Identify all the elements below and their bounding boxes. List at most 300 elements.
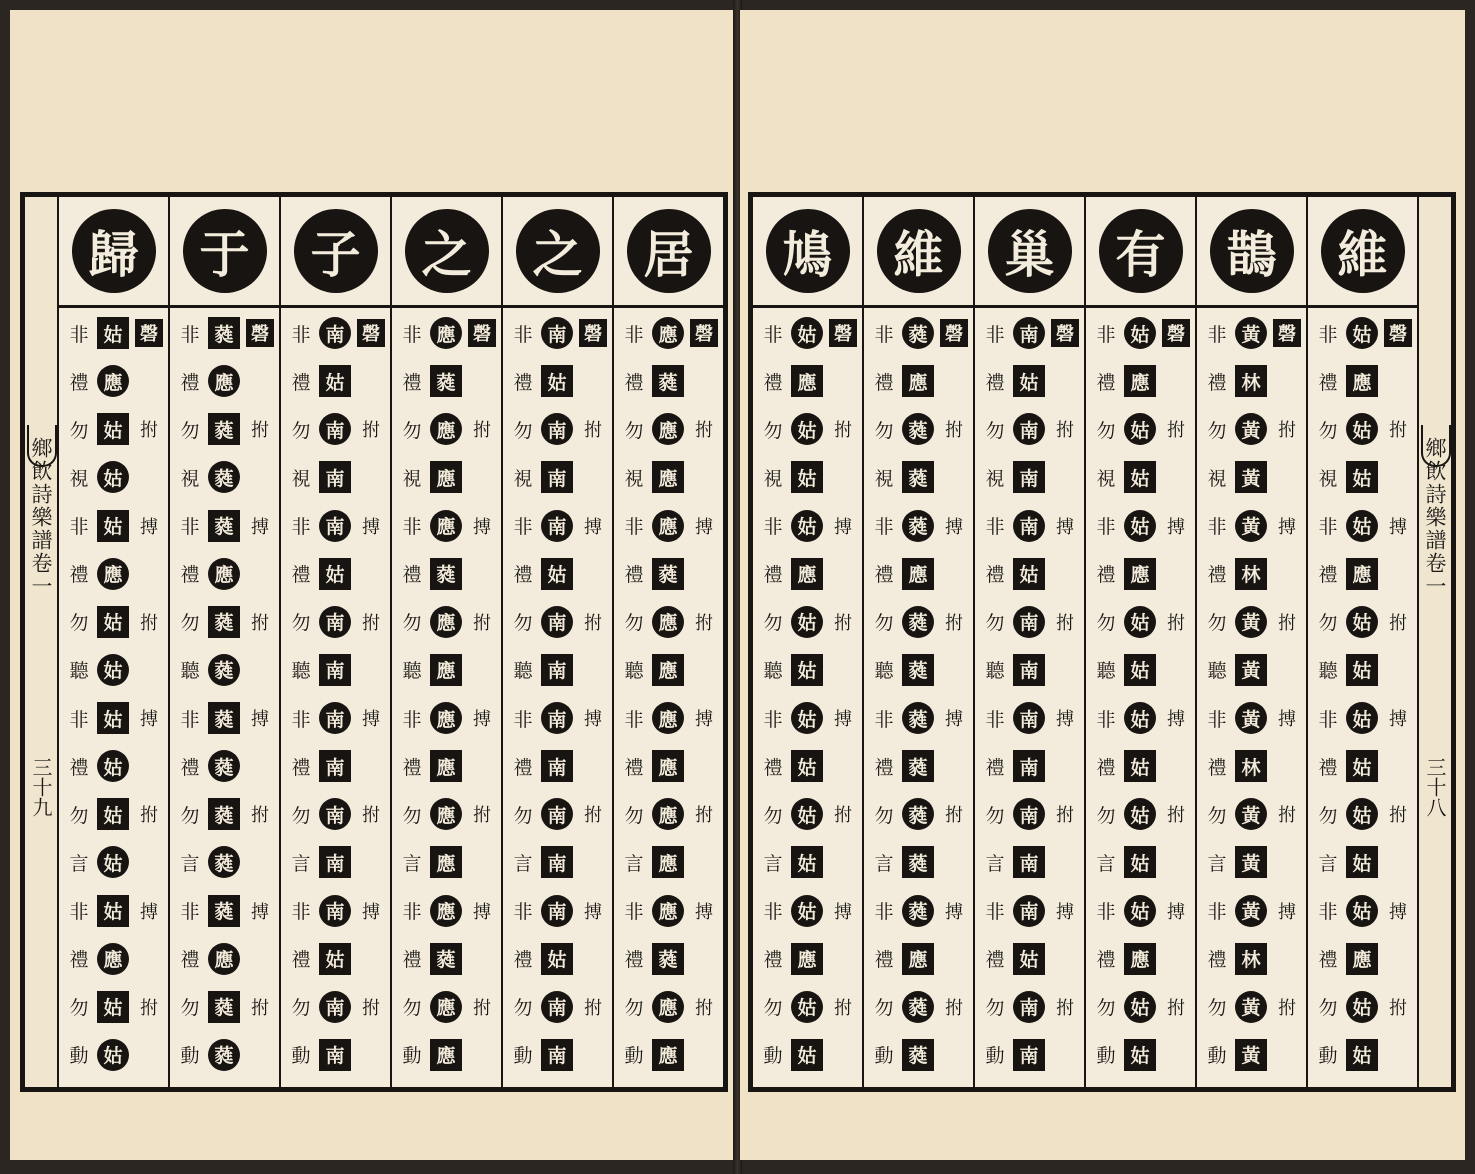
dance-word: 非 <box>763 516 783 539</box>
dance-word: 言 <box>624 852 644 875</box>
score-row <box>170 453 279 501</box>
score-row <box>59 935 168 983</box>
chime-mark: 磬 <box>468 319 496 347</box>
dance-word: 聽 <box>624 660 644 683</box>
dance-word: 禮 <box>180 949 200 972</box>
dance-word: 言 <box>1318 852 1338 875</box>
dance-word: 勿 <box>624 612 644 635</box>
score-row <box>864 405 973 453</box>
score-row <box>753 405 862 453</box>
percussion-mark: 搏 <box>1056 709 1074 731</box>
pitch-note: 應 <box>652 1039 684 1071</box>
score-row <box>1197 309 1306 357</box>
pitch-note: 應 <box>208 365 240 397</box>
dance-word: 言 <box>69 852 89 875</box>
score-row <box>503 550 612 598</box>
score-row <box>503 983 612 1031</box>
score-row <box>864 550 973 598</box>
pitch-note: 蕤 <box>208 654 240 686</box>
percussion-mark: 搏 <box>362 709 380 731</box>
dance-word: 聽 <box>402 660 422 683</box>
pitch-note: 應 <box>97 943 129 975</box>
dance-word: 言 <box>402 852 422 875</box>
score-column <box>1195 197 1306 1087</box>
score-row <box>1197 838 1306 886</box>
percussion-mark: 拊 <box>473 805 491 827</box>
percussion-mark: 拊 <box>834 997 852 1019</box>
percussion-mark: 搏 <box>945 516 963 538</box>
percussion-mark: 搏 <box>945 901 963 923</box>
pitch-note: 應 <box>208 943 240 975</box>
percussion-mark: 搏 <box>362 516 380 538</box>
pitch-note: 南 <box>1013 895 1045 927</box>
percussion-mark: 搏 <box>140 709 158 731</box>
score-row <box>59 983 168 1031</box>
score-row <box>864 309 973 357</box>
dance-word: 視 <box>180 467 200 490</box>
score-row <box>281 405 390 453</box>
score-row <box>1086 646 1195 694</box>
score-column <box>168 197 279 1087</box>
score-row <box>281 598 390 646</box>
left-score-grid <box>59 197 723 1087</box>
pitch-note: 蕤 <box>208 750 240 782</box>
pitch-note: 應 <box>652 991 684 1023</box>
percussion-mark: 拊 <box>1167 612 1185 634</box>
pitch-note: 應 <box>652 846 684 878</box>
dance-word: 非 <box>1318 323 1338 346</box>
percussion-mark: 拊 <box>1167 420 1185 442</box>
pitch-note: 姑 <box>97 750 129 782</box>
pitch-note: 姑 <box>1346 510 1378 542</box>
score-column <box>1084 197 1195 1087</box>
score-row <box>1308 598 1417 646</box>
lyric-character: 居 <box>627 209 711 293</box>
dance-word: 言 <box>985 852 1005 875</box>
percussion-mark: 搏 <box>695 901 713 923</box>
score-row <box>1086 887 1195 935</box>
dance-word: 勿 <box>180 997 200 1020</box>
dance-word: 勿 <box>513 804 533 827</box>
score-row <box>503 694 612 742</box>
score-column <box>973 197 1084 1087</box>
score-row <box>1308 838 1417 886</box>
chime-mark: 磬 <box>1273 319 1301 347</box>
left-folio: 三十九 <box>29 757 53 817</box>
pitch-note: 應 <box>430 606 462 638</box>
pitch-note: 林 <box>1235 943 1267 975</box>
dance-word: 動 <box>513 1045 533 1068</box>
score-row <box>59 309 168 357</box>
score-row <box>614 646 723 694</box>
pitch-note: 蕤 <box>652 558 684 590</box>
score-row <box>614 790 723 838</box>
score-row <box>1308 790 1417 838</box>
score-row <box>614 935 723 983</box>
pitch-note: 應 <box>652 510 684 542</box>
score-row <box>392 550 501 598</box>
dance-word: 禮 <box>763 949 783 972</box>
chime-mark: 磬 <box>829 319 857 347</box>
percussion-mark: 拊 <box>251 805 269 827</box>
score-row <box>1197 405 1306 453</box>
pitch-note: 姑 <box>1124 991 1156 1023</box>
right-page <box>740 10 1465 1160</box>
chime-mark: 磬 <box>940 319 968 347</box>
percussion-mark: 拊 <box>584 997 602 1019</box>
dance-word: 視 <box>402 467 422 490</box>
chime-mark: 磬 <box>357 319 385 347</box>
dance-word: 禮 <box>180 756 200 779</box>
pitch-note: 姑 <box>791 895 823 927</box>
left-margin-column <box>25 197 59 1087</box>
score-row <box>392 405 501 453</box>
pitch-note: 應 <box>430 1039 462 1071</box>
pitch-note: 南 <box>541 846 573 878</box>
score-row <box>1086 357 1195 405</box>
pitch-note: 南 <box>541 317 573 349</box>
dance-word: 視 <box>69 467 89 490</box>
score-row <box>59 357 168 405</box>
dance-word: 非 <box>1318 708 1338 731</box>
pitch-note: 應 <box>1124 943 1156 975</box>
percussion-mark: 拊 <box>695 805 713 827</box>
score-row <box>1308 887 1417 935</box>
score-row <box>59 405 168 453</box>
lyric-character: 之 <box>405 209 489 293</box>
pitch-note: 姑 <box>1013 943 1045 975</box>
pitch-note: 蕤 <box>430 558 462 590</box>
pitch-note: 蕤 <box>902 413 934 445</box>
pitch-note: 南 <box>541 606 573 638</box>
score-row <box>753 453 862 501</box>
dance-word: 非 <box>763 901 783 924</box>
pitch-note: 姑 <box>791 461 823 493</box>
score-row <box>975 309 1084 357</box>
lyric-character: 子 <box>294 209 378 293</box>
dance-word: 聽 <box>69 660 89 683</box>
score-row <box>392 598 501 646</box>
pitch-note: 南 <box>319 413 351 445</box>
score-row <box>1197 887 1306 935</box>
percussion-mark: 搏 <box>140 516 158 538</box>
pitch-note: 姑 <box>1124 413 1156 445</box>
pitch-note: 姑 <box>1013 558 1045 590</box>
score-row <box>59 887 168 935</box>
dance-word: 言 <box>291 852 311 875</box>
pitch-note: 姑 <box>1346 702 1378 734</box>
dance-word: 非 <box>985 516 1005 539</box>
pitch-note: 姑 <box>791 413 823 445</box>
pitch-note: 南 <box>1013 1039 1045 1071</box>
pitch-note: 蕤 <box>208 317 240 349</box>
score-row <box>614 887 723 935</box>
pitch-note: 蕤 <box>208 461 240 493</box>
left-margin-title: 鄉飲詩樂譜卷一 <box>29 437 53 598</box>
score-row <box>392 935 501 983</box>
percussion-mark: 搏 <box>834 901 852 923</box>
pitch-note: 南 <box>1013 317 1045 349</box>
lyric-cell <box>753 197 862 308</box>
score-row <box>975 502 1084 550</box>
dance-word: 勿 <box>1096 419 1116 442</box>
chime-mark: 磬 <box>690 319 718 347</box>
pitch-note: 姑 <box>1124 798 1156 830</box>
dance-word: 勿 <box>402 612 422 635</box>
dance-word: 禮 <box>874 371 894 394</box>
dance-word: 非 <box>1318 901 1338 924</box>
dance-word: 言 <box>874 852 894 875</box>
pitch-note: 應 <box>97 558 129 590</box>
dance-word: 勿 <box>513 612 533 635</box>
score-row <box>975 405 1084 453</box>
score-row <box>170 790 279 838</box>
chime-mark: 磬 <box>135 319 163 347</box>
dance-word: 勿 <box>69 419 89 442</box>
pitch-note: 應 <box>652 895 684 927</box>
pitch-note: 黃 <box>1235 1039 1267 1071</box>
percussion-mark: 拊 <box>362 805 380 827</box>
pitch-note: 南 <box>1013 991 1045 1023</box>
percussion-mark: 搏 <box>834 516 852 538</box>
percussion-mark: 拊 <box>362 612 380 634</box>
pitch-note: 姑 <box>791 750 823 782</box>
score-row <box>753 742 862 790</box>
dance-word: 言 <box>180 852 200 875</box>
score-row <box>614 598 723 646</box>
score-row <box>59 742 168 790</box>
percussion-mark: 拊 <box>1278 805 1296 827</box>
score-row <box>975 550 1084 598</box>
dance-word: 禮 <box>1096 371 1116 394</box>
pitch-note: 南 <box>319 606 351 638</box>
score-row <box>753 309 862 357</box>
pitch-note: 姑 <box>1346 991 1378 1023</box>
pitch-note: 黃 <box>1235 461 1267 493</box>
score-row <box>281 453 390 501</box>
score-row <box>170 357 279 405</box>
dance-word: 勿 <box>874 804 894 827</box>
score-column <box>279 197 390 1087</box>
dance-word: 勿 <box>985 419 1005 442</box>
score-row <box>1086 453 1195 501</box>
dance-word: 禮 <box>763 756 783 779</box>
pitch-note: 應 <box>1346 365 1378 397</box>
score-row <box>392 694 501 742</box>
score-row <box>975 453 1084 501</box>
percussion-mark: 拊 <box>945 420 963 442</box>
pitch-note: 蕤 <box>902 991 934 1023</box>
percussion-mark: 拊 <box>584 420 602 442</box>
percussion-mark: 拊 <box>695 612 713 634</box>
score-row <box>281 838 390 886</box>
dance-word: 禮 <box>1207 564 1227 587</box>
dance-word: 非 <box>513 708 533 731</box>
score-row <box>59 838 168 886</box>
score-row <box>1086 983 1195 1031</box>
score-row <box>864 598 973 646</box>
pitch-note: 應 <box>430 654 462 686</box>
pitch-note: 姑 <box>97 606 129 638</box>
score-row <box>59 646 168 694</box>
dance-word: 勿 <box>513 419 533 442</box>
score-row <box>1086 1031 1195 1079</box>
dance-word: 禮 <box>180 564 200 587</box>
pitch-note: 姑 <box>97 317 129 349</box>
percussion-mark: 拊 <box>1056 805 1074 827</box>
pitch-note: 黃 <box>1235 991 1267 1023</box>
pitch-note: 蕤 <box>208 606 240 638</box>
score-row <box>753 646 862 694</box>
dance-word: 非 <box>1096 516 1116 539</box>
score-row <box>1086 309 1195 357</box>
score-row <box>1197 790 1306 838</box>
score-column <box>753 197 862 1087</box>
pitch-note: 南 <box>1013 798 1045 830</box>
score-row <box>753 838 862 886</box>
dance-word: 禮 <box>513 756 533 779</box>
dance-word: 勿 <box>291 419 311 442</box>
dance-word: 勿 <box>291 612 311 635</box>
percussion-mark: 搏 <box>251 709 269 731</box>
score-row <box>975 935 1084 983</box>
dance-word: 非 <box>291 516 311 539</box>
percussion-mark: 拊 <box>140 805 158 827</box>
dance-word: 勿 <box>763 997 783 1020</box>
percussion-mark: 搏 <box>834 709 852 731</box>
score-row <box>864 1031 973 1079</box>
score-row <box>503 838 612 886</box>
score-row <box>392 742 501 790</box>
dance-word: 非 <box>985 708 1005 731</box>
dance-word: 勿 <box>874 997 894 1020</box>
pitch-note: 南 <box>319 1039 351 1071</box>
percussion-mark: 拊 <box>473 420 491 442</box>
dance-word: 勿 <box>180 612 200 635</box>
percussion-mark: 拊 <box>834 612 852 634</box>
score-row <box>392 983 501 1031</box>
pitch-note: 姑 <box>97 895 129 927</box>
score-row <box>753 357 862 405</box>
dance-word: 視 <box>1207 467 1227 490</box>
dance-word: 禮 <box>624 564 644 587</box>
score-row <box>864 983 973 1031</box>
pitch-note: 南 <box>319 702 351 734</box>
dance-word: 勿 <box>1207 419 1227 442</box>
pitch-note: 姑 <box>1124 846 1156 878</box>
score-row <box>975 598 1084 646</box>
dance-word: 勿 <box>69 997 89 1020</box>
pitch-note: 應 <box>430 413 462 445</box>
percussion-mark: 搏 <box>695 516 713 538</box>
percussion-mark: 搏 <box>584 516 602 538</box>
score-row <box>1197 598 1306 646</box>
pitch-note: 姑 <box>97 991 129 1023</box>
percussion-mark: 拊 <box>695 997 713 1019</box>
pitch-note: 姑 <box>1346 461 1378 493</box>
dance-word: 勿 <box>69 804 89 827</box>
pitch-note: 應 <box>430 798 462 830</box>
chime-mark: 磬 <box>246 319 274 347</box>
pitch-note: 黃 <box>1235 895 1267 927</box>
chime-mark: 磬 <box>1384 319 1412 347</box>
score-column <box>862 197 973 1087</box>
score-row <box>614 838 723 886</box>
dance-word: 動 <box>291 1045 311 1068</box>
pitch-note: 南 <box>541 510 573 542</box>
dance-word: 非 <box>402 901 422 924</box>
dance-word: 勿 <box>763 804 783 827</box>
percussion-mark: 拊 <box>473 612 491 634</box>
score-row <box>170 598 279 646</box>
percussion-mark: 拊 <box>1056 997 1074 1019</box>
pitch-note: 蕤 <box>902 750 934 782</box>
score-row <box>1197 935 1306 983</box>
score-row <box>59 694 168 742</box>
pitch-note: 姑 <box>1346 654 1378 686</box>
score-row <box>170 887 279 935</box>
dance-word: 禮 <box>291 949 311 972</box>
score-row <box>975 1031 1084 1079</box>
pitch-note: 黃 <box>1235 606 1267 638</box>
score-row <box>1308 405 1417 453</box>
lyric-character: 有 <box>1099 209 1183 293</box>
pitch-note: 姑 <box>97 846 129 878</box>
pitch-note: 姑 <box>1346 798 1378 830</box>
dance-word: 禮 <box>513 949 533 972</box>
score-row <box>1308 646 1417 694</box>
pitch-note: 南 <box>541 1039 573 1071</box>
score-row <box>1086 405 1195 453</box>
dance-word: 動 <box>69 1045 89 1068</box>
score-row <box>281 550 390 598</box>
pitch-note: 姑 <box>541 943 573 975</box>
pitch-note: 姑 <box>97 510 129 542</box>
dance-word: 言 <box>513 852 533 875</box>
score-row <box>392 502 501 550</box>
dance-word: 勿 <box>874 612 894 635</box>
score-row <box>614 550 723 598</box>
left-frame <box>20 192 728 1092</box>
dance-word: 勿 <box>69 612 89 635</box>
score-row <box>864 742 973 790</box>
score-row <box>864 694 973 742</box>
dance-word: 視 <box>1096 467 1116 490</box>
score-row <box>753 598 862 646</box>
dance-word: 動 <box>1318 1045 1338 1068</box>
score-row <box>1086 598 1195 646</box>
pitch-note: 姑 <box>1124 895 1156 927</box>
score-row <box>864 887 973 935</box>
dance-word: 禮 <box>291 564 311 587</box>
dance-word: 勿 <box>1207 804 1227 827</box>
pitch-note: 姑 <box>541 558 573 590</box>
percussion-mark: 拊 <box>251 612 269 634</box>
percussion-mark: 拊 <box>473 997 491 1019</box>
score-row <box>1308 453 1417 501</box>
dance-word: 非 <box>402 323 422 346</box>
lyric-cell <box>1197 197 1306 308</box>
dance-word: 動 <box>180 1045 200 1068</box>
score-row <box>1197 646 1306 694</box>
pitch-note: 應 <box>430 895 462 927</box>
score-row <box>281 983 390 1031</box>
score-row <box>170 838 279 886</box>
percussion-mark: 拊 <box>140 420 158 442</box>
dance-word: 禮 <box>1318 949 1338 972</box>
lyric-cell <box>864 197 973 308</box>
pitch-note: 姑 <box>319 365 351 397</box>
